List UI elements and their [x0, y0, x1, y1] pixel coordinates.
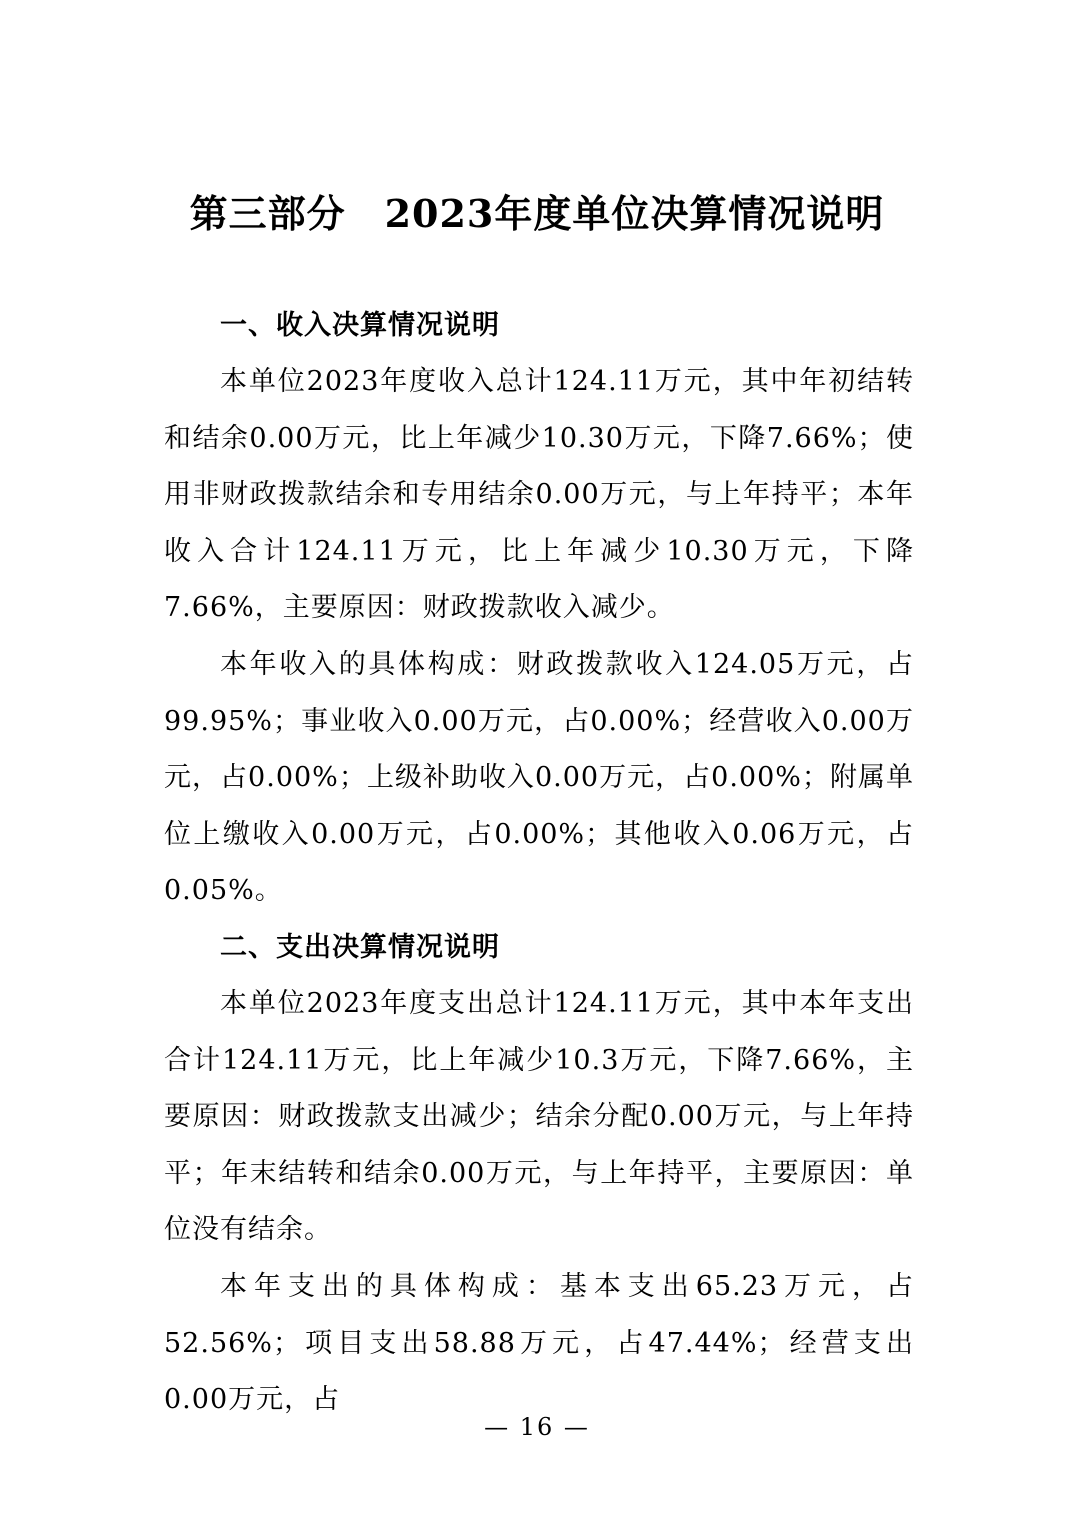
- section-income: [164, 298, 914, 920]
- section-heading-expenditure: 二、支出决算情况说明: [220, 931, 500, 963]
- document-body: [164, 298, 914, 1429]
- document-title: 第三部分 2023年度单位决算情况说明: [189, 191, 885, 236]
- paragraph-income-summary: 本单位2023年度收入总计124.11万元，其中年初结转和结余0.00万元，比上年减少10.30万元，下降7.66%；使用非财政拨款结余和专用结余0.00万元，与上年持平；本年收入合计124.11万元，比上年减少10.30万元，下降7.66%，主要原因：财政拨款收入减少。: [164, 366, 914, 624]
- section-expenditure: [164, 920, 914, 1429]
- page-number: — 16 —: [484, 1413, 590, 1441]
- section-heading-income: 一、收入决算情况说明: [220, 310, 500, 341]
- paragraph-expenditure-composition: 本年支出的具体构成：基本支出65.23万元，占52.56%；项目支出58.88万元，占47.44%；经营支出0.00万元，占: [164, 1270, 914, 1416]
- paragraph-income-composition: 本年收入的具体构成：财政拨款收入124.05万元，占99.95%；事业收入0.00万元，占0.00%；经营收入0.00万元，占0.00%；上级补助收入0.00万元，占0.00%；附属单位上缴收入0.00万元，占0.00%；其他收入0.06万元，占0.05%。: [164, 648, 914, 907]
- paragraph-expenditure-summary: 本单位2023年度支出总计124.11万元，其中本年支出合计124.11万元，比上年减少10.3万元，下降7.66%，主要原因：财政拨款支出减少；结余分配0.00万元，与上年持平；年末结转和结余0.00万元，与上年持平，主要原因：单位没有结余。: [164, 987, 914, 1246]
